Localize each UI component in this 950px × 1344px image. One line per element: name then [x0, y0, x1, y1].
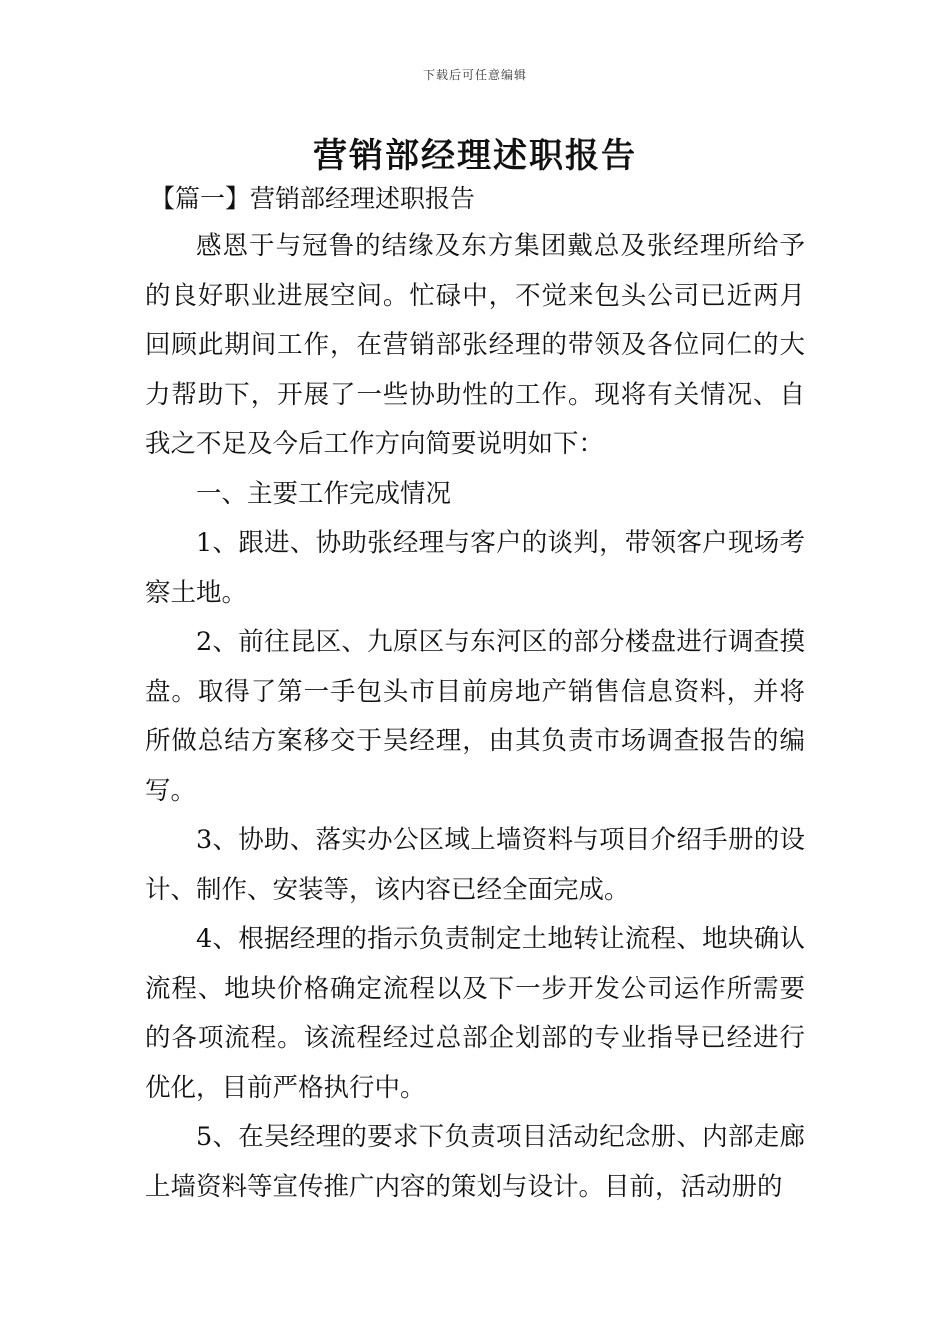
document-body: [145, 222, 805, 1212]
paragraph-intro: 感恩于与冠鲁的结缘及东方集团戴总及张经理所给予的良好职业进展空间。忙碌中，不觉来包头公司已近两月回顾此期间工作，在营销部张经理的带领及各位同仁的大力帮助下，开展了一些协助性的工作。现将有关情况、自我之不足及今后工作方向简要说明如下：: [145, 231, 805, 459]
section-heading: 【篇一】营销部经理述职报告: [150, 184, 476, 213]
paragraph-item-1: 1、跟进、协助张经理与客户的谈判，带领客户现场考察土地。: [145, 528, 805, 608]
document-title: 营销部经理述职报告: [313, 136, 637, 176]
paragraph-item-2: 2、前往昆区、九原区与东河区的部分楼盘进行调查摸盘。取得了第一手包头市目前房地产销售信息资料，并将所做总结方案移交于吴经理，由其负责市场调查报告的编写。: [145, 627, 805, 806]
paragraph-item-5: 5、在吴经理的要求下负责项目活动纪念册、内部走廊上墙资料等宣传推广内容的策划与设计。目前，活动册的: [145, 1122, 805, 1202]
header-note: 下载后可任意编辑: [422, 68, 527, 82]
paragraph-section-one: 一、主要工作完成情况: [196, 478, 452, 509]
paragraph-item-3: 3、协助、落实办公区域上墙资料与项目介绍手册的设计、制作、安装等，该内容已经全面完成。: [145, 825, 805, 905]
paragraph-item-4: 4、根据经理的指示负责制定土地转让流程、地块确认流程、地块价格确定流程以及下一步开发公司运作所需要的各项流程。该流程经过总部企划部的专业指导已经进行优化，目前严格执行中。: [145, 924, 805, 1103]
